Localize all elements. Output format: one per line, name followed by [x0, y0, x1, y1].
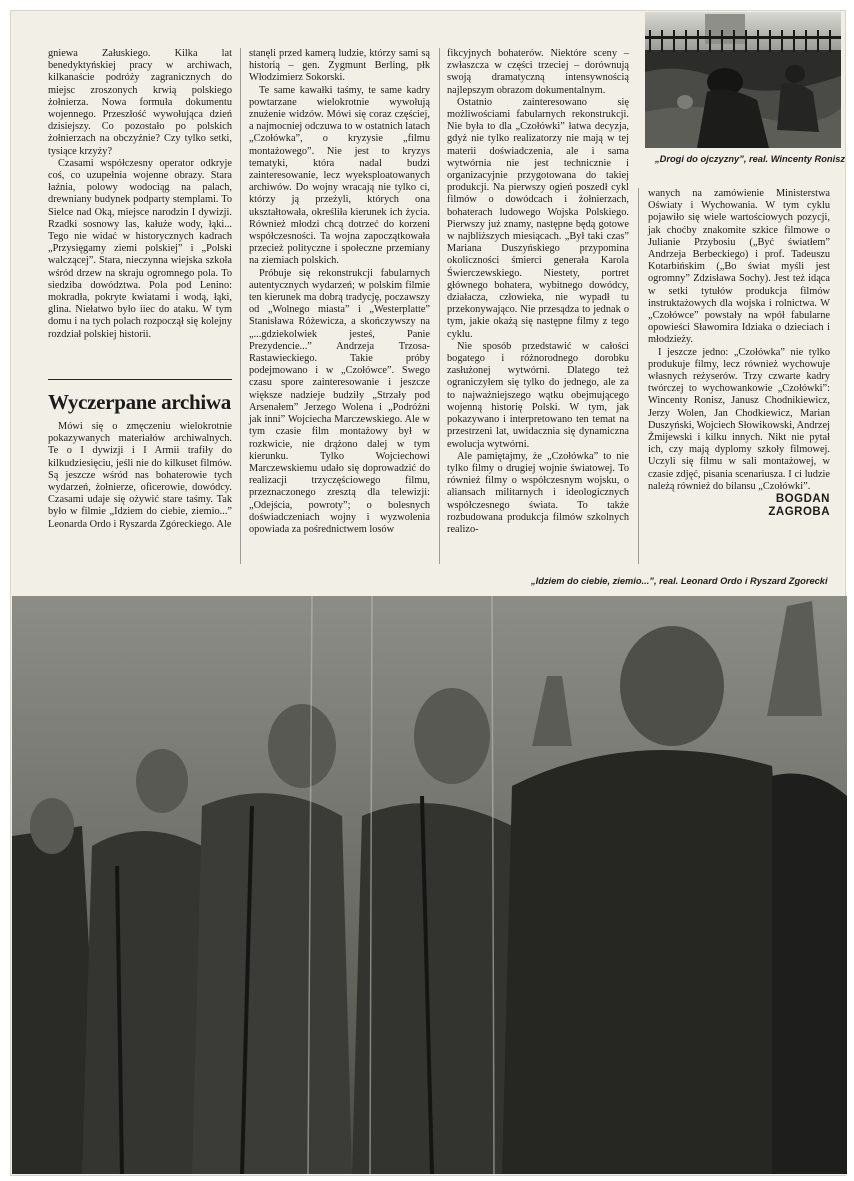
column-1-continued — [48, 386, 232, 531]
paragraph: stanęli przed kamerą ludzie, którzy sami są historią – gen. Zygmunt Berling, płk Włodzimierz Sokorski. — [249, 48, 430, 84]
paragraph: Ostatnio zainteresowano się możliwościami fabularnych rekonstrukcji. Nie była to dla „Czołówki” łatwa decyzja, gdyż nie tylko realizatorzy nie mają w tej materii doświadczenia, ale i sama wytwórnia nie jest technicznie i organizacyjnie przygotowana do takiej produkcji. Na pierwszy ogień poszedł cykl filmów o dowódcach i żołnierzach, bohaterach ludowego Wojska Polskiego. Pierwszy już znamy, następne będą gotowe w najbliższych miesiącach. „Był taki czas” Mariana Duszyńskiego przypomina okoliczności śmierci generała Karola Świerczewskiego. Niestety, portret głównego bohatera, wybitnego dowódcy, działacza, człowieka, nie wypadł tu przekonywająco. Nie przesądza to jednak o tym, jakie okażą się następne filmy z tego cyklu. — [447, 96, 629, 340]
paragraph: wanych na zamówienie Ministerstwa Oświaty i Wychowania. W tym cyklu pojawiło się wiele wartościowych pozycji, jak choćby znakomite szkice filmowe o Julianie Przybosiu („Być światłem” Andrzeja Berbeckiego) i prof. Tadeuszu Kotarbińskim („Bo świat myśli jest ogromny” Zdzisława Sochy). Jest też idąca w setki tytułów produkcja filmów instruktażowych dla wojska i rolnictwa. W „Czołówce” powstały na wpół fabularne opowieści Sławomira Idziaka o dzieciach i młodzieży. — [648, 188, 830, 346]
paragraph: gniewa Załuskiego. Kilka lat benedyktyńskiej pracy w archiwach, kilkanaście podróży zagranicznych do miejsc zroszonych krwią polskiego żołnierza. Nowa formuła dokumentu wojennego. Przeszłość wywołująca dzień dzisiejszy. Co pozostało po polskich żołnierzach na obczyźnie? Czy tylko setki, tysiące krzyży? — [48, 48, 232, 157]
column-divider — [439, 48, 440, 564]
column-2 — [249, 48, 430, 536]
section-divider — [48, 379, 232, 380]
paragraph: Ale pamiętajmy, że „Czołówka” to nie tylko filmy o drugiej wojnie światowej. To również filmy o współczesnym wojsku, o aliansach militarnych i ideologicznych współczesnego świata. To także rozbudowana produkcja filmów szkolnych realizo- — [447, 450, 629, 535]
paragraph: Próbuje się rekonstrukcji fabularnych autentycznych wydarzeń; w polskim filmie ten kierunek ma dobrą tradycję, poczawszy od „Wolnego miasta” i „Westerplatte” Stanisława Różewicza, a skończywszy na „...gdziekolwiek jesteś, Panie Prezydencie...” Andrzeja Trzosa-Rastawieckiego. Takie próby podejmowano i w „Czołówce”. Swego czasu spore zainteresowanie i jeszcze większe nadzieje budziły „Strzały pod Arsenałem” Jerzego Wolena i „Podróżni jak inni” Wojciecha Marczewskiego. Ale w tym czasie film montażowy był w rozkwicie, nie drążono dalej w tym kierunku. Tylko Wojciechowi Marczewskiemu udało się doprowadzić do realizacji trzyczęściowego filmu, przeznaczonego zresztą dla telewizji: „Odejścia, powroty”; o bolesnych doświadczeniach wojny i wyzwolenia opowiada za pośrednictwem losów — [249, 267, 430, 535]
paragraph: Nie sposób przedstawić w całości bogatego i różnorodnego dorobku zasłużonej wytwórni. Dlatego też ograniczyłem się tylko do jednego, ale za to najważniejszego wątku obejmującego wojenną historię Polski. W tym, jak pokazywano i interpretowano ten temat na przestrzeni lat, uwidacznia się dynamiczna ewolucja wytwórni. — [447, 340, 629, 450]
column-divider — [240, 48, 241, 564]
top-photo — [645, 12, 841, 148]
column-divider — [638, 188, 639, 564]
column-3 — [447, 48, 629, 536]
paragraph: Czasami współczesny operator odkryje coś, co uzupełnia wojenne obrazy. Stara łaźnia, polowy wodociąg na palach, drewniany budynek podparty stemplami. To Sielce nad Oką, miejsce narodzin I dywizji. Rzadki sosnowy las, kałuże wody, łąki... Tego nie widać w historycznych kadrach „Przysięgamy ziemi polskiej” i „Polski walczącej”. Stara, nieczynna wiejska szkoła wśród drzew na skraju ogromnego pola. To siedziba dowództwa. Pola pod Lenino: mokradła, pokryte kwiatami i wodą, łąki, glina. Niełatwo było iiec do ataku. W tym domu i na tych polach rozpoczął się kolejny rozdział polskiej historii. — [48, 157, 232, 340]
paragraph: fikcyjnych bohaterów. Niektóre sceny – zwłaszcza w części trzeciej – dorównują swoją dramatyczną intensywnością najlepszym obrazom dokumentalnym. — [447, 48, 629, 96]
soldiers-oath-photo — [12, 596, 847, 1174]
paragraph: Te same kawałki taśmy, te same kadry powtarzane wielokrotnie wywołują znużenie widzów. Mówi się coraz częściej, a najmocniej odczuwa to w ostatnich latach „Czołówka”, o kryzysie „filmu montażowego”. Nie jest to kryzys tematyki, która nadal budzi zainteresowanie, lecz wyeksploatowanych archiwów. Do wojny wracają nie tylko ci, którzy ją przeżyli, których ona ukształtowała, określiła kierunek ich życia. Również młodzi chcą dotrzeć do korzeni współczesności. Ta wojna zapoczątkowała przecież polityczne i społeczne przemiany na ziemiach polskich. — [249, 84, 430, 267]
paragraph: Mówi się o zmęczeniu wielokrotnie pokazywanych materiałów archiwalnych. Te o I dywizji i I Armii trafiły do kilkudziesięciu, jeśli nie do kilkuset filmów. Są jeszcze wśród nas bohaterowie tych wydarzeń, żołnierze, oficerowie, dowódcy. Czasami udaje się ożywić stare taśmy. Tak było w filmie „Idziem do ciebie, ziemio...” Leonarda Ordo i Ryszarda Zgóreckiego. Ale — [48, 421, 232, 530]
author-last-name: ZAGROBA — [768, 506, 830, 519]
author-first-name: BOGDAN — [775, 493, 830, 506]
section-heading: Wyczerpane archiwa — [48, 390, 231, 414]
main-photo — [12, 596, 847, 1174]
soldiers-trench-photo — [645, 12, 841, 148]
paragraph: I jeszcze jedno: „Czołówka” nie tylko produkuje filmy, lecz również wychowuje własnych reżyserów. Trzy czwarte kadry twórczej to wychowankowie „Czołówki”: Wincenty Ronisz, Janusz Chodnikiewicz, Jerzy Wolen, Jan Chodkiewicz, Marian Duszyński, Wojciech Słowikowski, Andrzej Żmijewski i kilku innych. Nikt nie pytał ich, czy mają dyplomy szkoły filmowej. Uczyli się filmu w sali montażowej, w czasie zdjęć, pisania scenariusza. I ci ludzie należą również do bilansu „Czołówki”. — [648, 346, 830, 492]
column-1 — [48, 48, 232, 341]
main-photo-caption: „Idziem do ciebie, ziemio...”, real. Leonard Ordo i Ryszard Zgorecki — [531, 576, 828, 586]
column-4 — [648, 188, 830, 519]
top-photo-caption: „Drogi do ojczyzny”, real. Wincenty Ronisz — [655, 154, 846, 164]
author-byline — [648, 493, 830, 519]
